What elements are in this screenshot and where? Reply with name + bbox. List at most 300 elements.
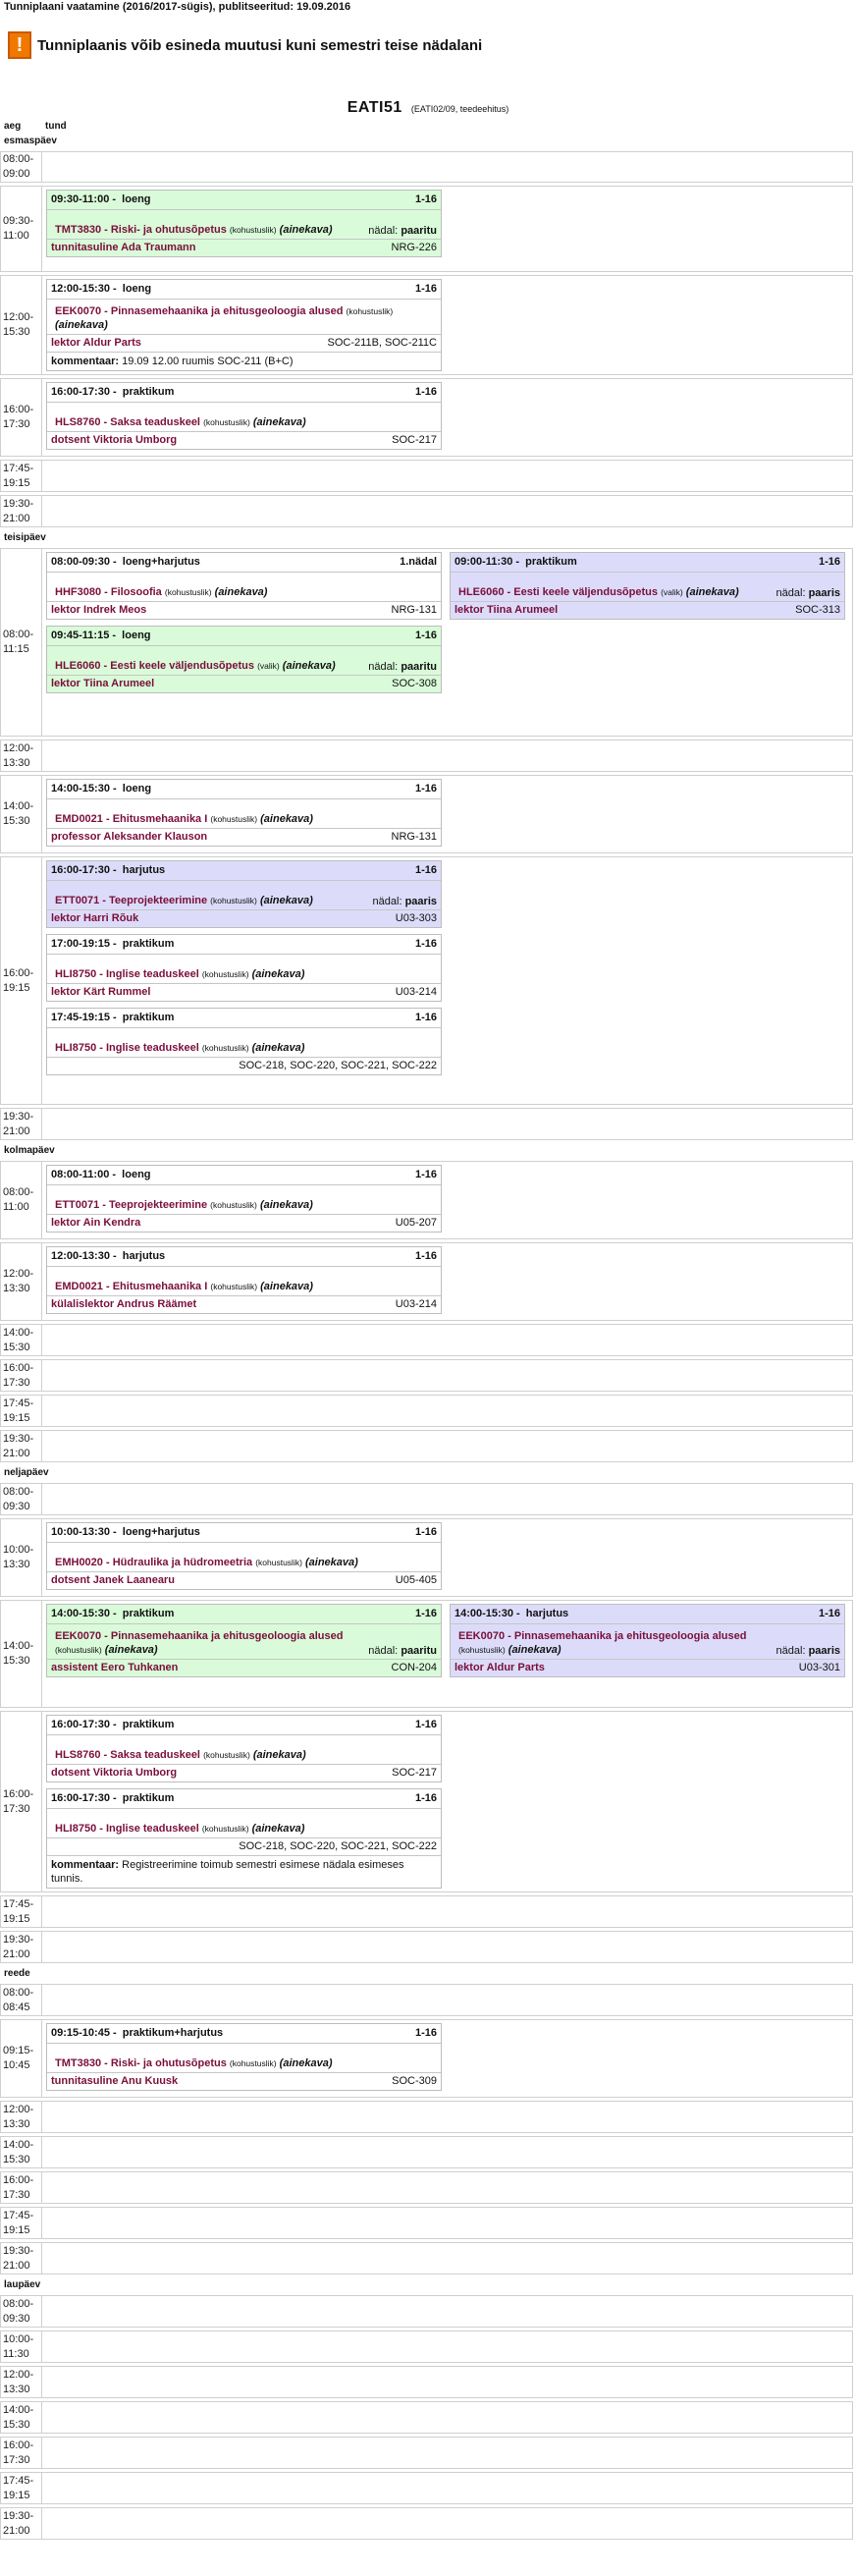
subject-requirement: (kohustuslik) bbox=[203, 1750, 250, 1760]
time-start: 14:00- bbox=[3, 1326, 34, 1339]
week-parity-label: nädal: bbox=[776, 587, 806, 599]
lesson-card bbox=[46, 2023, 442, 2091]
lesson-slots bbox=[42, 2296, 852, 2327]
lesson-card bbox=[46, 934, 442, 1002]
lesson-slots bbox=[42, 2102, 852, 2132]
syllabus-link[interactable]: (ainekava) bbox=[251, 1823, 305, 1835]
time-range bbox=[3, 2244, 33, 2274]
lesson-time-type bbox=[51, 864, 165, 877]
lector-row bbox=[47, 240, 441, 256]
lesson-time: 16:00-17:30 - bbox=[51, 1792, 117, 1804]
lesson-weeks: 1-16 bbox=[414, 1250, 437, 1262]
room: U03-303 bbox=[395, 912, 437, 924]
lesson-slots bbox=[42, 1243, 852, 1320]
syllabus-link[interactable]: (ainekava) bbox=[55, 319, 108, 331]
lesson-type: praktikum bbox=[122, 938, 175, 950]
time-row bbox=[0, 1324, 853, 1356]
lesson-time: 17:45-19:15 - bbox=[51, 1012, 117, 1023]
time-range bbox=[3, 1185, 33, 1215]
time-end: 15:30 bbox=[3, 1341, 30, 1353]
subject-name-link[interactable]: Riski- ja ohutusõpetus bbox=[110, 2057, 227, 2069]
day-label: teisipäev bbox=[4, 532, 46, 543]
syllabus-link[interactable]: (ainekava) bbox=[251, 968, 305, 980]
lesson-time: 08:00-11:00 - bbox=[51, 1169, 117, 1180]
lesson-weeks: 1-16 bbox=[818, 1608, 840, 1619]
subject: HLE6060 - Eesti keele väljendusõpetus (valik) (ainekava) bbox=[55, 660, 336, 672]
lesson-type: loeng bbox=[122, 630, 151, 641]
subject-code-link[interactable]: ETT0071 bbox=[55, 895, 100, 906]
lesson-slots bbox=[42, 1712, 852, 1891]
time-cell bbox=[1, 1396, 42, 1426]
lector-name[interactable]: lektor Aldur Parts bbox=[51, 337, 141, 349]
lesson-weeks: 1-16 bbox=[414, 1526, 437, 1538]
group-title bbox=[0, 99, 856, 119]
time-cell bbox=[1, 2438, 42, 2468]
syllabus-link[interactable]: (ainekava) bbox=[251, 1042, 305, 1054]
time-row bbox=[0, 460, 853, 492]
time-start: 12:00- bbox=[3, 2103, 34, 2115]
time-range bbox=[3, 2403, 33, 2433]
time-range bbox=[3, 1933, 33, 1962]
syllabus-link[interactable]: (ainekava) bbox=[252, 1749, 306, 1761]
room: NRG-226 bbox=[391, 242, 437, 253]
time-cell bbox=[1, 1431, 42, 1461]
time-range bbox=[3, 741, 33, 771]
lesson-time-type bbox=[51, 283, 151, 296]
lesson-column bbox=[46, 1522, 442, 1593]
time-row bbox=[0, 1161, 853, 1239]
subject-name-link[interactable]: Inglise teaduskeel bbox=[105, 968, 199, 980]
time-start: 14:00- bbox=[3, 2138, 34, 2151]
time-start: 19:30- bbox=[3, 1432, 34, 1445]
lesson-time-type bbox=[455, 556, 577, 569]
lesson-header bbox=[47, 627, 441, 646]
lesson-header bbox=[47, 280, 441, 300]
syllabus-link[interactable]: (ainekava) bbox=[685, 586, 739, 598]
subject: EMD0021 - Ehitusmehaanika I (kohustuslik) (ainekava) bbox=[55, 1281, 313, 1292]
lesson-column bbox=[46, 860, 442, 1101]
time-range bbox=[3, 2103, 33, 2132]
lesson-card bbox=[46, 552, 442, 620]
lesson-time: 16:00-17:30 - bbox=[51, 386, 117, 398]
time-end: 15:30 bbox=[3, 326, 30, 338]
time-row bbox=[0, 2242, 853, 2275]
syllabus-link[interactable]: (ainekava) bbox=[252, 416, 306, 428]
lesson-card bbox=[46, 1165, 442, 1233]
time-start: 12:00- bbox=[3, 1268, 34, 1280]
subject-name-link[interactable]: Pinnasemehaanika ja ehitusgeoloogia alused bbox=[110, 1630, 344, 1642]
lesson-time: 09:00-11:30 - bbox=[455, 556, 520, 568]
lesson-body bbox=[47, 646, 441, 676]
subject-name-link[interactable]: Ehitusmehaanika I bbox=[112, 813, 208, 825]
subject-name-link[interactable]: Riski- ja ohutusõpetus bbox=[110, 224, 227, 236]
lesson-weeks: 1-16 bbox=[414, 1719, 437, 1730]
time-cell bbox=[1, 1109, 42, 1139]
time-end: 13:30 bbox=[3, 1559, 30, 1570]
subject-name-link[interactable]: Inglise teaduskeel bbox=[105, 1823, 199, 1835]
time-range bbox=[3, 1543, 33, 1572]
time-start: 16:00- bbox=[3, 1361, 34, 1374]
time-range bbox=[3, 2297, 33, 2327]
lesson-weeks: 1-16 bbox=[414, 386, 437, 398]
lesson-type: praktikum bbox=[122, 1719, 175, 1730]
lector-name[interactable]: tunnitasuline Anu Kuusk bbox=[51, 2075, 179, 2087]
time-cell bbox=[1, 2367, 42, 2397]
subject-code-link[interactable]: ETT0071 bbox=[55, 1199, 100, 1211]
lesson-weeks: 1-16 bbox=[414, 1012, 437, 1023]
time-end: 17:30 bbox=[3, 2188, 30, 2201]
lesson-time: 14:00-15:30 - bbox=[51, 1608, 117, 1619]
lector-name[interactable]: lektor Indrek Meos bbox=[51, 604, 147, 616]
time-range bbox=[3, 799, 33, 829]
lesson-time: 16:00-17:30 - bbox=[51, 864, 117, 876]
subject-name-link[interactable]: Filosoofia bbox=[110, 586, 162, 598]
time-end: 13:30 bbox=[3, 1283, 30, 1294]
subject-code-link[interactable]: EMD0021 bbox=[55, 813, 103, 825]
lesson-slots bbox=[42, 1109, 852, 1139]
week-parity bbox=[776, 1645, 840, 1657]
notice-banner bbox=[8, 30, 848, 60]
lector-row bbox=[47, 910, 441, 927]
group-subtitle: (EATI02/09, teedeehitus) bbox=[410, 104, 509, 114]
time-end: 09:30 bbox=[3, 1500, 30, 1512]
lector-name[interactable]: dotsent Janek Laanearu bbox=[51, 1574, 175, 1586]
subject-name-link[interactable]: Eesti keele väljendusõpetus bbox=[110, 660, 254, 672]
room: CON-204 bbox=[391, 1662, 437, 1673]
time-row bbox=[0, 1895, 853, 1928]
lesson-body bbox=[47, 955, 441, 984]
lesson-slots bbox=[42, 1484, 852, 1514]
syllabus-link[interactable]: (ainekava) bbox=[279, 224, 333, 236]
subject-name-link[interactable]: Pinnasemehaanika ja ehitusgeoloogia alused bbox=[110, 305, 344, 317]
lesson-slots bbox=[42, 1601, 856, 1707]
subject-code-link[interactable]: HLS8760 bbox=[55, 416, 101, 428]
lesson-time-type bbox=[51, 1250, 165, 1263]
subject-name-link[interactable]: Hüdraulika ja hüdromeetria bbox=[112, 1557, 253, 1568]
subject-code-link[interactable]: HLI8750 bbox=[55, 1823, 97, 1835]
lector-name[interactable]: külalislektor Andrus Räämet bbox=[51, 1298, 197, 1310]
time-end: 17:30 bbox=[3, 418, 30, 430]
time-range bbox=[3, 2439, 33, 2468]
time-cell bbox=[1, 2508, 42, 2539]
subject-requirement: (kohustuslik) bbox=[201, 969, 249, 979]
lesson-header bbox=[47, 935, 441, 955]
lesson-slots bbox=[42, 2367, 852, 2397]
subject: HHF3080 - Filosoofia (kohustuslik) (ainekava) bbox=[55, 586, 268, 598]
syllabus-link[interactable]: (ainekava) bbox=[282, 660, 336, 672]
time-cell bbox=[1, 1325, 42, 1355]
lector-name[interactable]: professor Aleksander Klauson bbox=[51, 831, 208, 843]
time-row bbox=[0, 186, 853, 272]
lesson-weeks: 1-16 bbox=[414, 630, 437, 641]
time-start: 19:30- bbox=[3, 1110, 34, 1123]
time-cell bbox=[1, 740, 42, 771]
subject-name-link[interactable]: Saksa teaduskeel bbox=[110, 416, 200, 428]
time-row bbox=[0, 2295, 853, 2328]
subject: EMD0021 - Ehitusmehaanika I (kohustuslik) (ainekava) bbox=[55, 813, 313, 825]
syllabus-link[interactable]: (ainekava) bbox=[259, 1199, 313, 1211]
day-label: neljapäev bbox=[4, 1467, 49, 1478]
lesson-slots bbox=[42, 1431, 852, 1461]
time-row bbox=[0, 1518, 853, 1597]
time-start: 17:45- bbox=[3, 462, 34, 474]
lesson-card bbox=[450, 1604, 845, 1677]
lesson-weeks: 1-16 bbox=[414, 1169, 437, 1180]
time-range bbox=[3, 2138, 33, 2167]
lesson-slots bbox=[42, 1325, 852, 1355]
subject-code-link[interactable]: EEK0070 bbox=[458, 1630, 506, 1642]
subject-code-link[interactable]: HHF3080 bbox=[55, 586, 102, 598]
room: SOC-218, SOC-220, SOC-221, SOC-222 bbox=[239, 1060, 437, 1071]
lector-row bbox=[47, 432, 441, 449]
time-end: 19:15 bbox=[3, 1912, 30, 1925]
time-cell bbox=[1, 2208, 42, 2238]
time-cell bbox=[1, 276, 42, 374]
schedule bbox=[0, 134, 856, 2540]
lesson-slots bbox=[42, 2137, 852, 2167]
time-end: 09:00 bbox=[3, 168, 30, 180]
lesson-column bbox=[46, 1715, 442, 1889]
lesson-slots bbox=[42, 461, 852, 491]
time-range bbox=[3, 1639, 33, 1669]
lesson-time-type bbox=[51, 1719, 174, 1731]
lector-name[interactable]: lektor Ain Kendra bbox=[51, 1217, 141, 1229]
subject-code-link[interactable]: EEK0070 bbox=[55, 305, 102, 317]
lesson-column bbox=[46, 1165, 442, 1235]
time-cell bbox=[1, 2020, 42, 2097]
lector-row bbox=[47, 984, 441, 1001]
time-row bbox=[0, 151, 853, 183]
time-cell bbox=[1, 152, 42, 182]
time-cell bbox=[1, 496, 42, 526]
subject-code-link[interactable]: HLI8750 bbox=[55, 968, 97, 980]
syllabus-link[interactable]: (ainekava) bbox=[260, 813, 313, 825]
lector-name[interactable]: dotsent Viktoria Umborg bbox=[51, 1767, 178, 1779]
week-parity bbox=[368, 661, 437, 673]
time-start: 12:00- bbox=[3, 741, 34, 754]
subject-requirement: (kohustuslik) bbox=[203, 417, 250, 427]
subject-requirement: (kohustuslik) bbox=[210, 896, 257, 905]
time-start: 08:00- bbox=[3, 2297, 34, 2310]
lesson-type: praktikum bbox=[122, 1608, 175, 1619]
time-start: 12:00- bbox=[3, 311, 34, 323]
lesson-card bbox=[46, 1246, 442, 1314]
lesson-slots bbox=[42, 379, 852, 456]
lesson-slots bbox=[42, 496, 852, 526]
lector-row bbox=[47, 676, 441, 692]
time-row bbox=[0, 740, 853, 772]
lesson-type: loeng+harjutus bbox=[122, 556, 200, 568]
subject-name-link[interactable]: Ehitusmehaanika I bbox=[112, 1281, 208, 1292]
lector-row bbox=[47, 1660, 441, 1676]
subject-name-link[interactable]: Saksa teaduskeel bbox=[110, 1749, 200, 1761]
lector-name[interactable]: lektor Kärt Rummel bbox=[51, 986, 151, 998]
time-cell bbox=[1, 187, 42, 271]
subject-code-link[interactable]: EEK0070 bbox=[55, 1630, 102, 1642]
time-start: 14:00- bbox=[3, 1640, 34, 1652]
lector-row bbox=[47, 1838, 441, 1855]
room: NRG-131 bbox=[391, 831, 437, 843]
time-start: 19:30- bbox=[3, 1933, 34, 1946]
time-row bbox=[0, 775, 853, 853]
lector-name[interactable]: assistent Eero Tuhkanen bbox=[51, 1662, 179, 1673]
lesson-header bbox=[47, 1166, 441, 1185]
time-start: 19:30- bbox=[3, 497, 34, 510]
time-start: 08:00- bbox=[3, 1986, 34, 1999]
lesson-column bbox=[46, 382, 442, 453]
lesson-card bbox=[46, 279, 442, 371]
lesson-card bbox=[450, 552, 845, 620]
time-start: 09:30- bbox=[3, 215, 34, 227]
time-row bbox=[0, 2136, 853, 2168]
subject: TMT3830 - Riski- ja ohutusõpetus (kohustuslik) (ainekava) bbox=[55, 2057, 333, 2069]
lector-row bbox=[451, 1660, 844, 1676]
subject-name-link[interactable]: Pinnasemehaanika ja ehitusgeoloogia alused bbox=[513, 1630, 747, 1642]
lesson-comment bbox=[47, 1855, 441, 1888]
lector-row bbox=[47, 1765, 441, 1781]
time-start: 10:00- bbox=[3, 2332, 34, 2345]
time-row bbox=[0, 856, 853, 1105]
lesson-type: praktikum bbox=[122, 1012, 175, 1023]
syllabus-link[interactable]: (ainekava) bbox=[508, 1644, 562, 1656]
lesson-type: harjutus bbox=[122, 1250, 166, 1262]
lector-row bbox=[47, 2073, 441, 2090]
syllabus-link[interactable]: (ainekava) bbox=[279, 2057, 333, 2069]
lesson-card bbox=[46, 190, 442, 257]
time-cell bbox=[1, 776, 42, 852]
time-range bbox=[3, 2332, 33, 2362]
syllabus-link[interactable]: (ainekava) bbox=[104, 1644, 158, 1656]
lector-name[interactable]: lektor Tiina Arumeel bbox=[51, 678, 155, 689]
time-row bbox=[0, 2366, 853, 2398]
time-row bbox=[0, 2330, 853, 2363]
syllabus-link[interactable]: (ainekava) bbox=[259, 895, 313, 906]
room: SOC-211B, SOC-211C bbox=[327, 337, 437, 349]
lector-row bbox=[47, 829, 441, 846]
subject-requirement: (valik) bbox=[661, 587, 683, 597]
lesson-header bbox=[47, 191, 441, 210]
time-range bbox=[3, 462, 33, 491]
lesson-body bbox=[47, 1735, 441, 1765]
time-start: 17:45- bbox=[3, 1397, 34, 1409]
week-parity-label: nädal: bbox=[776, 1645, 806, 1657]
subject-requirement: (kohustuslik) bbox=[346, 306, 394, 316]
lesson-header bbox=[47, 2024, 441, 2044]
lesson-type: harjutus bbox=[525, 1608, 569, 1619]
time-cell bbox=[1, 1519, 42, 1596]
subject-code-link[interactable]: EMD0021 bbox=[55, 1281, 103, 1292]
lesson-time-type bbox=[51, 1012, 174, 1024]
lector-name[interactable]: lektor Tiina Arumeel bbox=[455, 604, 559, 616]
subject-code-link[interactable]: HLI8750 bbox=[55, 1042, 97, 1054]
lector-name[interactable]: tunnitasuline Ada Traumann bbox=[51, 242, 196, 253]
time-row bbox=[0, 1711, 853, 1892]
time-row bbox=[0, 2171, 853, 2204]
time-range bbox=[3, 214, 33, 244]
lesson-card bbox=[46, 1604, 442, 1677]
day-label: laupäev bbox=[4, 2279, 41, 2290]
syllabus-link[interactable]: (ainekava) bbox=[214, 586, 268, 598]
time-range bbox=[3, 2209, 33, 2238]
time-cell bbox=[1, 1243, 42, 1320]
subject-code-link[interactable]: EMH0020 bbox=[55, 1557, 103, 1568]
lesson-column bbox=[46, 779, 442, 850]
lesson-type: harjutus bbox=[122, 864, 166, 876]
subject-name-link[interactable]: Inglise teaduskeel bbox=[105, 1042, 199, 1054]
lesson-slots bbox=[42, 1162, 852, 1238]
week-parity-label: nädal: bbox=[368, 225, 399, 237]
lesson-header bbox=[47, 1716, 441, 1735]
subject: EEK0070 - Pinnasemehaanika ja ehitusgeoloogia alused (kohustuslik) (ainekava) bbox=[55, 305, 394, 331]
subject-code-link[interactable]: TMT3830 bbox=[55, 224, 102, 236]
subject-requirement: (valik) bbox=[257, 661, 280, 671]
lesson-time-type bbox=[51, 938, 174, 951]
lesson-slots bbox=[42, 187, 852, 271]
room: SOC-309 bbox=[392, 2075, 437, 2087]
subject-name-link[interactable]: Teeprojekteerimine bbox=[109, 1199, 208, 1211]
lector-name[interactable]: lektor Aldur Parts bbox=[455, 1662, 545, 1673]
time-cell bbox=[1, 2137, 42, 2167]
day-label: reede bbox=[4, 1968, 30, 1979]
lesson-weeks: 1-16 bbox=[414, 1792, 437, 1804]
lesson-weeks: 1-16 bbox=[414, 864, 437, 876]
time-start: 16:00- bbox=[3, 1787, 34, 1800]
week-parity-label: nädal: bbox=[368, 1645, 399, 1657]
syllabus-link[interactable]: (ainekava) bbox=[260, 1281, 313, 1292]
lector-name[interactable]: dotsent Viktoria Umborg bbox=[51, 434, 178, 446]
lesson-time: 14:00-15:30 - bbox=[51, 783, 117, 795]
subject-code-link[interactable]: TMT3830 bbox=[55, 2057, 102, 2069]
time-start: 09:15- bbox=[3, 2045, 34, 2056]
syllabus-link[interactable]: (ainekava) bbox=[304, 1557, 358, 1568]
page-header-title: Tunniplaani vaatamine (2016/2017-sügis), publitseeritud: 19.09.2016 bbox=[4, 1, 351, 13]
time-range bbox=[3, 1432, 33, 1461]
lesson-time-type bbox=[51, 1792, 174, 1805]
time-range bbox=[3, 2173, 33, 2203]
lesson-column bbox=[46, 1604, 442, 1704]
time-start: 12:00- bbox=[3, 2368, 34, 2381]
subject-code-link[interactable]: HLE6060 bbox=[55, 660, 101, 672]
time-end: 21:00 bbox=[3, 2259, 30, 2272]
subject-name-link[interactable]: Teeprojekteerimine bbox=[109, 895, 208, 906]
time-start: 08:00- bbox=[3, 629, 34, 640]
lesson-slots bbox=[42, 152, 852, 182]
lesson-type: loeng+harjutus bbox=[122, 1526, 200, 1538]
lesson-comment bbox=[47, 352, 441, 370]
subject-code-link[interactable]: HLS8760 bbox=[55, 1749, 101, 1761]
room: SOC-218, SOC-220, SOC-221, SOC-222 bbox=[239, 1840, 437, 1852]
lesson-header bbox=[451, 553, 844, 573]
time-end: 21:00 bbox=[3, 1947, 30, 1960]
time-range bbox=[3, 628, 33, 657]
lector-name[interactable]: lektor Harri Rõuk bbox=[51, 912, 139, 924]
time-end: 11:15 bbox=[3, 643, 29, 655]
week-parity-value: paaritu bbox=[401, 225, 437, 237]
time-cell bbox=[1, 2102, 42, 2132]
subject-name-link[interactable]: Eesti keele väljendusõpetus bbox=[513, 586, 658, 598]
lesson-body bbox=[47, 1267, 441, 1296]
lesson-time: 12:00-15:30 - bbox=[51, 283, 117, 295]
time-cell bbox=[1, 1712, 42, 1891]
time-cell bbox=[1, 1932, 42, 1962]
lesson-slots bbox=[42, 1985, 852, 2015]
lesson-header bbox=[47, 861, 441, 881]
room: U05-405 bbox=[395, 1574, 437, 1586]
subject-code-link[interactable]: HLE6060 bbox=[458, 586, 505, 598]
time-row bbox=[0, 378, 853, 457]
lesson-slots bbox=[42, 1896, 852, 1927]
time-end: 08:45 bbox=[3, 2001, 30, 2013]
